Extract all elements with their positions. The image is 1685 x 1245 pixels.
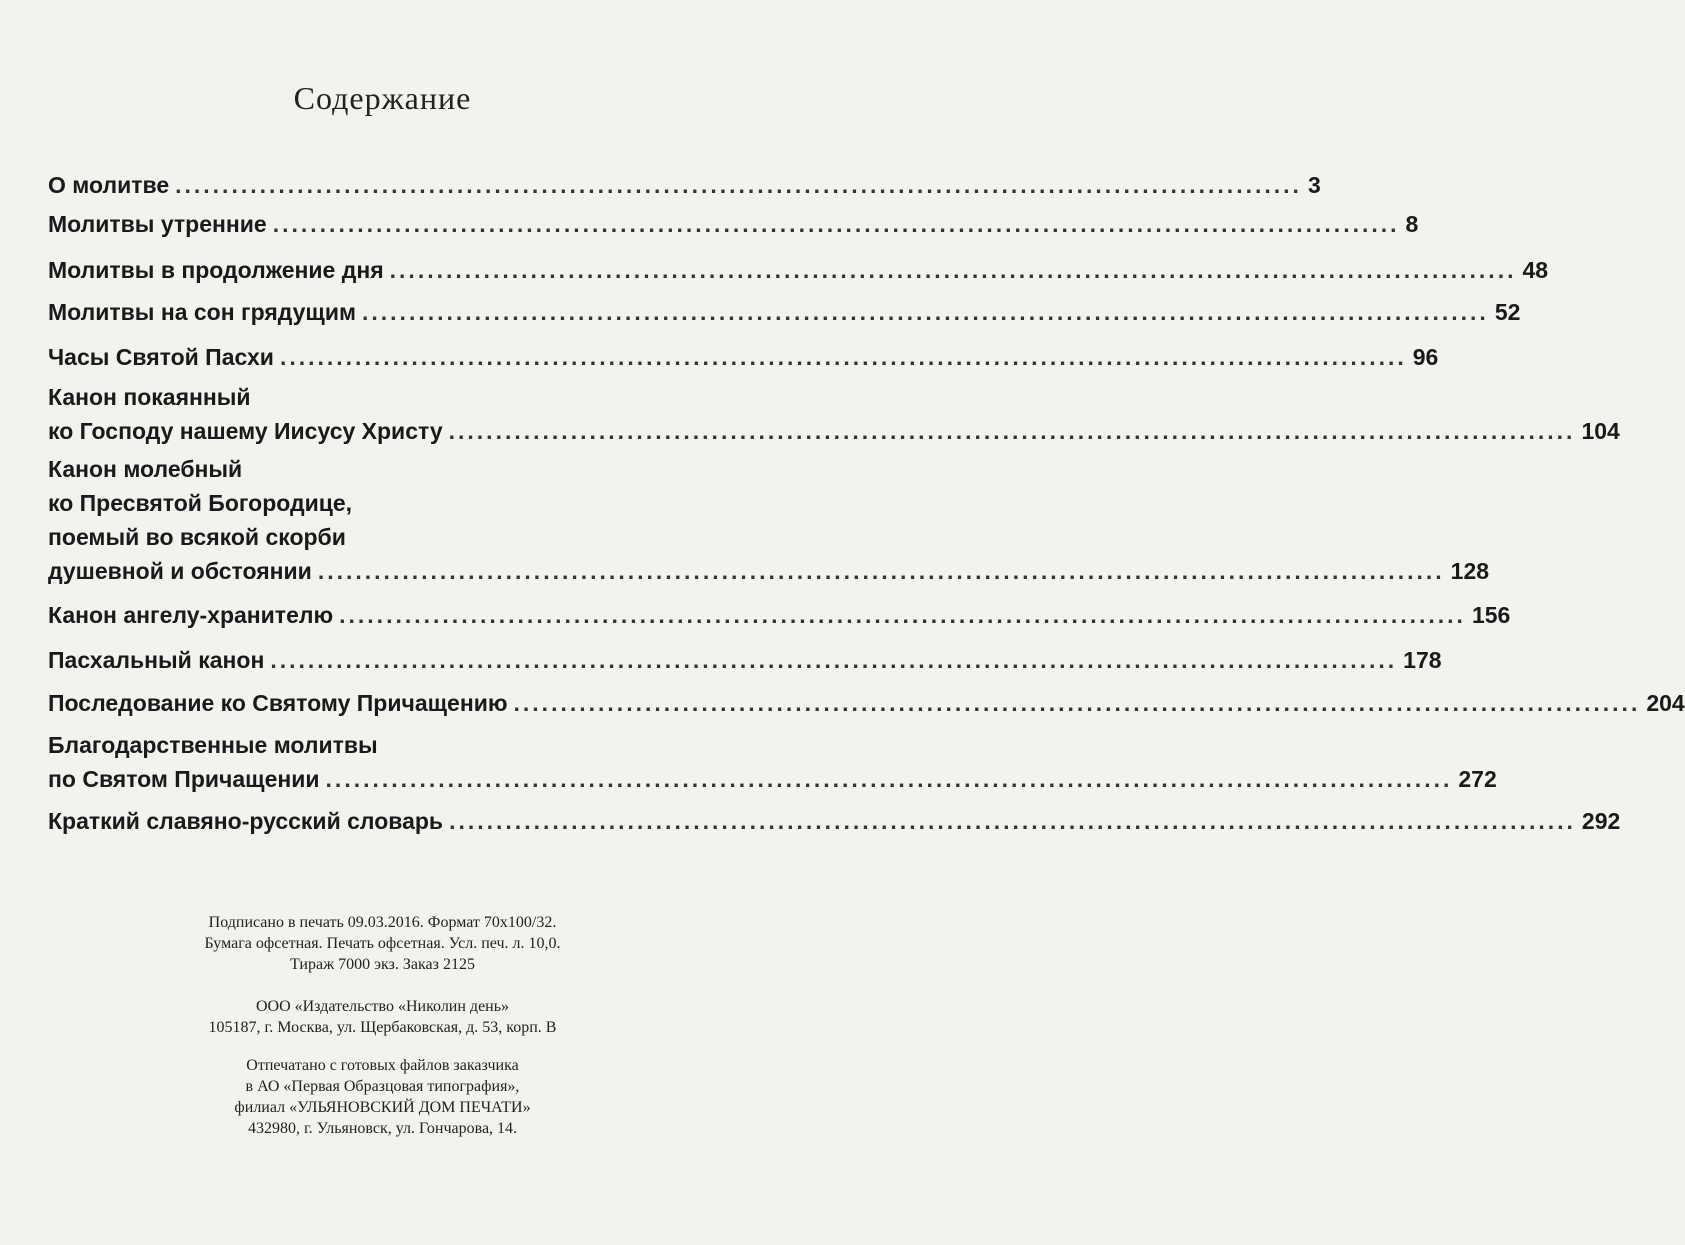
toc-entry <box>48 207 1419 241</box>
toc-entry <box>48 295 1521 329</box>
toc-entry-title: О молитве <box>48 172 170 198</box>
imprint-line: ООО «Издательство «Николин день» <box>255 998 510 1015</box>
imprint-line: 432980, г. Ульяновск, ул. Гончарова, 14. <box>247 1120 518 1137</box>
toc-entry-title: Благодарственные молитвы <box>48 732 378 758</box>
leader-dots: ........................................................................................................................ <box>175 172 1302 198</box>
toc-entry-title: Молитвы в продолжение дня <box>48 257 384 283</box>
leader-dots: ........................................................................................................................ <box>513 690 1641 716</box>
toc-page-number: 48 <box>1522 257 1549 283</box>
publisher-info <box>0 996 765 1038</box>
leader-dots: ........................................................................................................................ <box>448 418 1576 444</box>
leader-dots: ........................................................................................................................ <box>339 602 1466 628</box>
leader-dots: ........................................................................................................................ <box>270 647 1398 673</box>
toc-entry <box>48 380 1620 448</box>
toc-entry <box>48 686 1685 720</box>
toc-entry-title: поемый во всякой скорби <box>48 524 346 550</box>
toc-entry-title: Молитвы на сон грядущим <box>48 299 356 325</box>
toc-entry-title: Последование ко Святому Причащению <box>48 690 508 716</box>
print-info <box>0 912 765 975</box>
toc-page-number: 8 <box>1405 211 1419 237</box>
printer-info <box>0 1055 765 1139</box>
toc-entry-title: душевной и обстоянии <box>48 558 312 584</box>
toc-page-number: 104 <box>1581 418 1620 444</box>
leader-dots: ........................................................................................................................ <box>362 299 1489 325</box>
imprint-line: филиал «УЛЬЯНОВСКИЙ ДОМ ПЕЧАТИ» <box>234 1099 531 1116</box>
leader-dots: ........................................................................................................................ <box>389 257 1517 283</box>
leader-dots: ........................................................................................................................ <box>272 211 1400 237</box>
toc-entry-title: Пасхальный канон <box>48 647 265 673</box>
toc-entry <box>48 452 1490 588</box>
toc-entry-title: Часы Святой Пасхи <box>48 344 274 370</box>
toc-entry <box>48 168 1321 202</box>
leader-dots: ........................................................................................................................ <box>317 558 1445 584</box>
imprint-line: Тираж 7000 экз. Заказ 2125 <box>290 956 475 973</box>
page-title: Содержание <box>293 80 472 116</box>
leader-dots: ........................................................................................................................ <box>449 808 1576 834</box>
toc-entry <box>48 643 1442 677</box>
toc-page-number: 52 <box>1494 299 1521 325</box>
toc-entry-title: Канон молебный <box>48 456 243 482</box>
toc-page-number: 3 <box>1307 172 1321 198</box>
toc-entry <box>48 598 1511 632</box>
toc-entry-title: по Святом Причащении <box>48 766 320 792</box>
toc-entry-title: Молитвы утренние <box>48 211 267 237</box>
toc-page-number: 128 <box>1450 558 1490 584</box>
toc-entry-title: Краткий славяно-русский словарь <box>48 808 444 834</box>
imprint-line: Подписано в печать 09.03.2016. Формат 70х100/32. <box>208 914 557 931</box>
toc-entry-title: Канон покаянный <box>48 384 251 410</box>
toc-page-number: 272 <box>1458 766 1497 792</box>
imprint-line: 105187, г. Москва, ул. Щербаковская, д. 53, корп. В <box>208 1019 557 1036</box>
toc-page-number: 178 <box>1403 647 1442 673</box>
toc-page-number: 156 <box>1471 602 1511 628</box>
toc-entry <box>48 253 1549 287</box>
toc-entry <box>48 804 1621 838</box>
toc-page-number: 96 <box>1412 344 1439 370</box>
leader-dots: ........................................................................................................................ <box>325 766 1453 792</box>
toc-page-number: 292 <box>1581 808 1621 834</box>
imprint-line: Бумага офсетная. Печать офсетная. Усл. печ. л. 10,0. <box>204 935 561 952</box>
leader-dots: ........................................................................................................................ <box>279 344 1407 370</box>
toc-entry-title: ко Господу нашему Иисусу Христу <box>48 418 443 444</box>
toc-entry-title: ко Пресвятой Богородице, <box>48 490 353 516</box>
imprint-line: Отпечатано с готовых файлов заказчика <box>246 1057 519 1074</box>
toc-entry <box>48 340 1439 374</box>
imprint-line: в АО «Первая Образцовая типография», <box>245 1078 520 1095</box>
toc-page-number: 204 <box>1646 690 1685 716</box>
toc-entry <box>48 728 1497 796</box>
toc-entry-title: Канон ангелу-хранителю <box>48 602 334 628</box>
